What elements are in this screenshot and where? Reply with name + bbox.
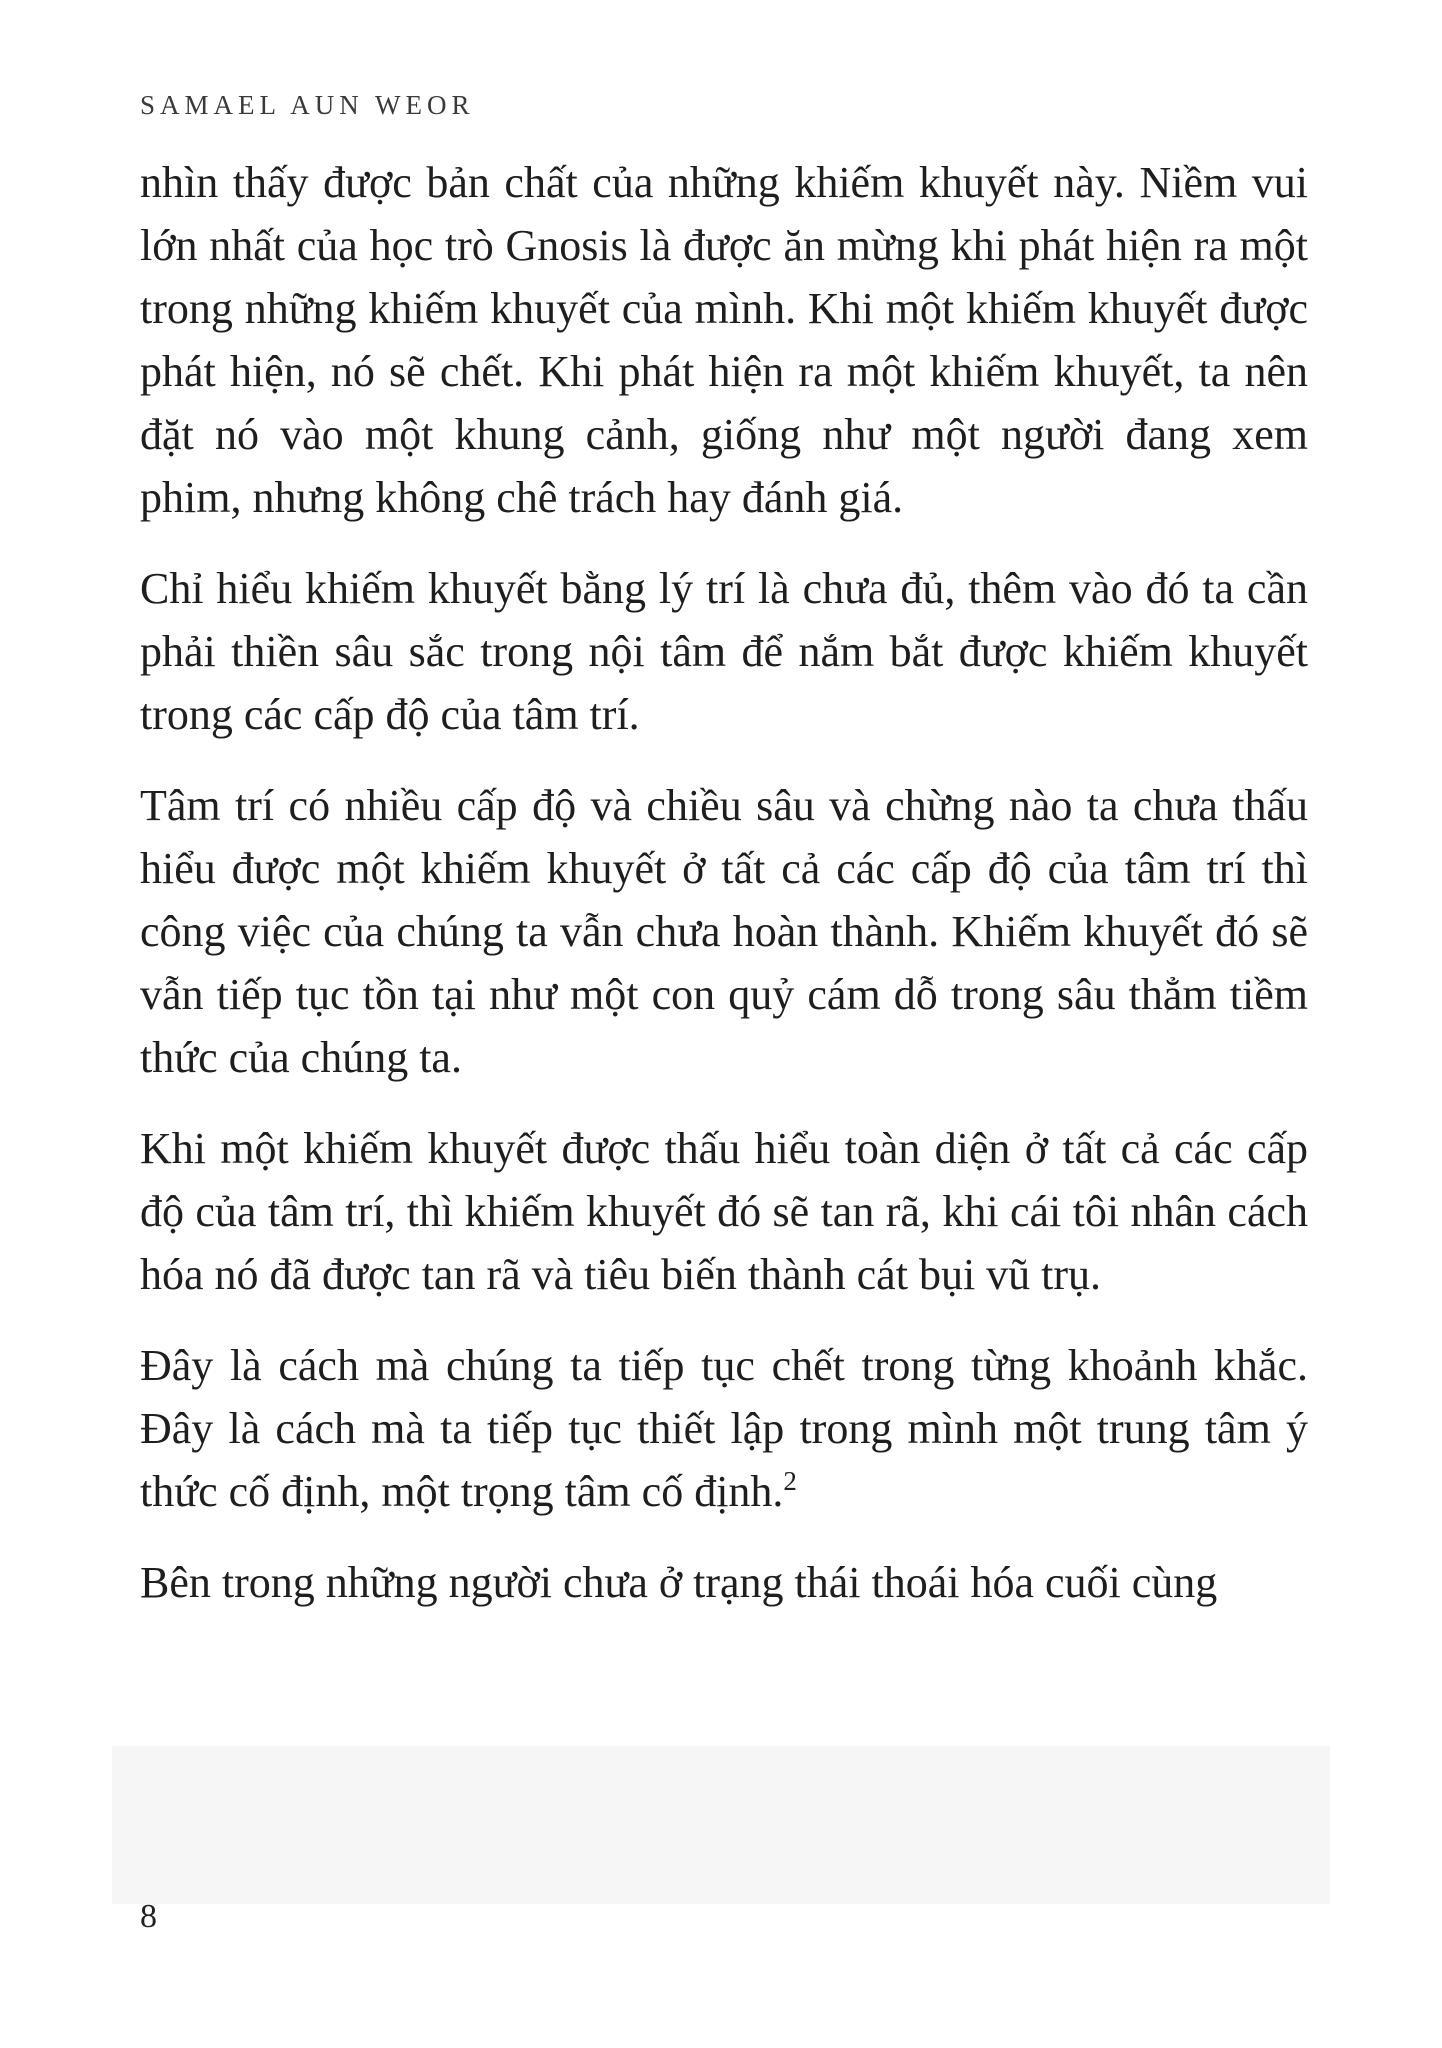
page-number: 8: [140, 1898, 157, 1935]
paragraph: Bên trong những người chưa ở trạng thái thoái hóa cuối cùng: [140, 1558, 1218, 1607]
paragraph: Chỉ hiểu khiếm khuyết bằng lý trí là chưa đủ, thêm vào đó ta cần phải thiền sâu sắc trong nội tâm để nắm bắt được khiếm khuyết trong các cấp độ của tâm trí.: [140, 564, 1308, 739]
paragraph: Khi một khiếm khuyết được thấu hiểu toàn diện ở tất cả các cấp độ của tâm trí, thì khiếm khuyết đó sẽ tan rã, khi cái tôi nhân cách hóa nó đã được tan rã và tiêu biến thành cát bụi vũ trụ.: [140, 1124, 1308, 1299]
text-column: [140, 90, 1308, 1614]
paragraph: [140, 1334, 1308, 1523]
running-header: SAMAEL AUN WEOR: [140, 90, 475, 120]
body-text: [140, 151, 1308, 1614]
paragraph-text: Đây là cách mà chúng ta tiếp tục chết trong từng khoảnh khắc. Đây là cách mà ta tiếp tục thiết lập trong mình một trung tâm ý thức cố định, một trọng tâm cố định.: [140, 1341, 1308, 1516]
paragraph: nhìn thấy được bản chất của những khiếm khuyết này. Niềm vui lớn nhất của học trò Gnosis là được ăn mừng khi phát hiện ra một trong những khiếm khuyết của mình. Khi một khiếm khuyết được phát hiện, nó sẽ chết. Khi phát hiện ra một khiếm khuyết, ta nên đặt nó vào một khung cảnh, giống như một người đang xem phim, nhưng không chê trách hay đánh giá.: [140, 158, 1308, 522]
footnote-reference: 2: [783, 1466, 797, 1496]
paragraph: Tâm trí có nhiều cấp độ và chiều sâu và chừng nào ta chưa thấu hiểu được một khiếm khuyết ở tất cả các cấp độ của tâm trí thì công việc của chúng ta vẫn chưa hoàn thành. Khiếm khuyết đó sẽ vẫn tiếp tục tồn tại như một con quỷ cám dỗ trong sâu thẳm tiềm thức của chúng ta.: [140, 781, 1308, 1082]
scan-shadow-band: [112, 1746, 1330, 1904]
